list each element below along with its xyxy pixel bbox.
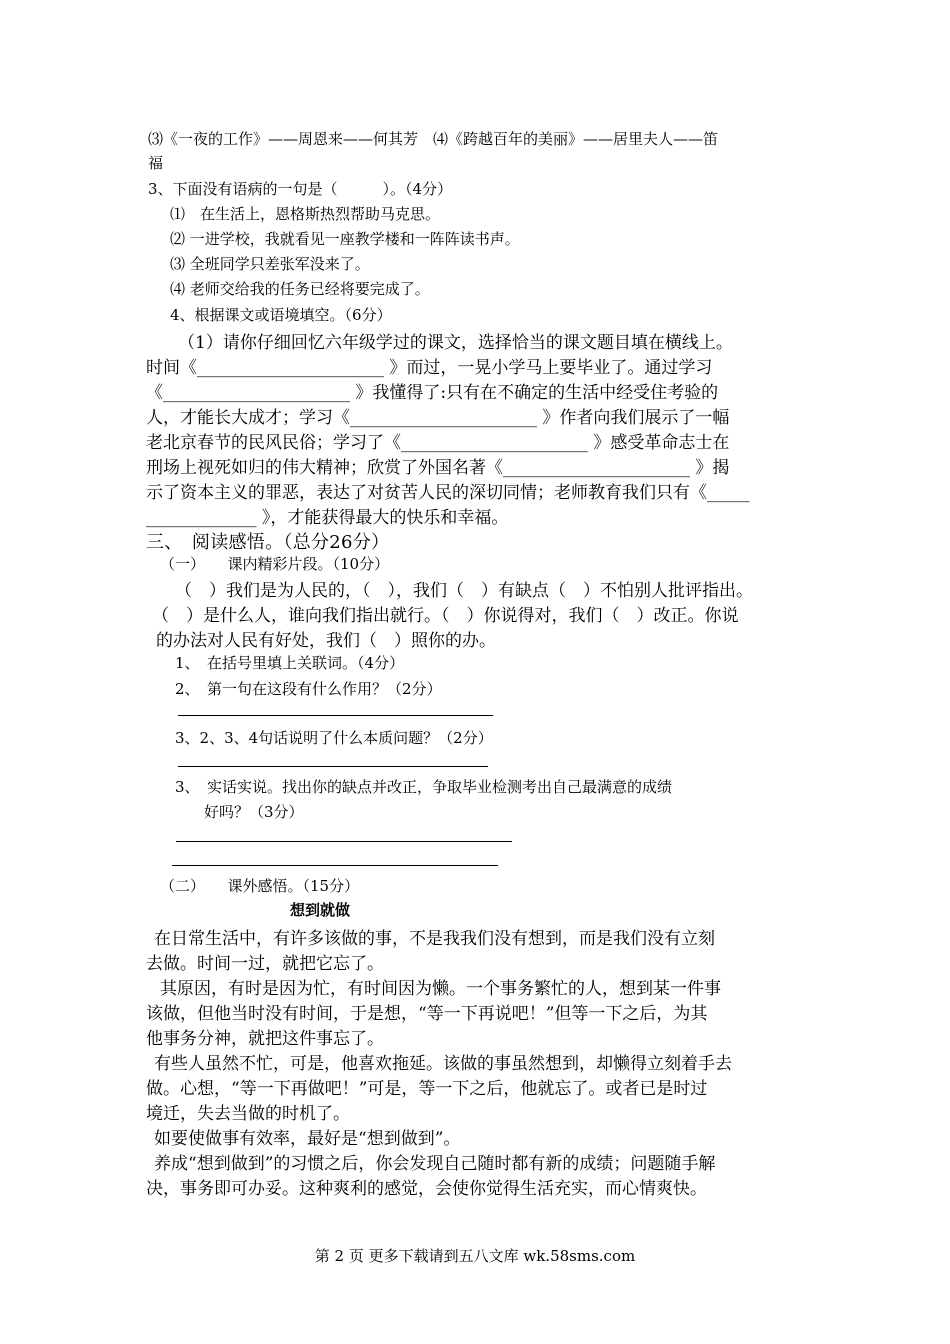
q4-fill-line: 示了资本主义的罪恶，表达了对贫苦人民的深切同情；老师教育我们只有《_____ [146, 483, 750, 503]
part1-q2: 2、 第一句在这段有什么作用？（2分） [175, 680, 442, 698]
q3-option-4: ⑷ 老师交给我的任务已经将要完成了。 [170, 280, 430, 298]
page-footer: 第 2 页 更多下载请到五八文库 wk.58sms.com [314, 1247, 636, 1265]
q4-fill-line: _____________ 》，才能获得最大的快乐和幸福。 [146, 508, 509, 528]
article-title: 想到就做 [290, 901, 351, 919]
part1-q1: 1、 在括号里填上关联词。（4分） [175, 654, 405, 672]
article-line: 有些人虽然不忙，可是，他喜欢拖延。该做的事虽然想到，却懒得立刻着手去 [154, 1054, 732, 1074]
article-line: 去做。时间一过，就把它忘了。 [146, 954, 384, 974]
q3-option-1: ⑴ 在生活上，恩格斯热烈帮助马克思。 [170, 205, 441, 223]
article-line: 在日常生活中，有许多该做的事，不是我我们没有想到，而是我们没有立刻 [154, 929, 715, 949]
q3-option-3: ⑶ 全班同学只差张军没来了。 [170, 255, 370, 273]
article-line: 其原因，有时是因为忙，有时间因为懒。一个事务繁忙的人，想到某一件事 [160, 979, 721, 999]
part1-q4: 3、 实话实说。找出你的缺点并改正，争取毕业检测考出自己最满意的成绩 [175, 778, 673, 796]
part1-q4-wrap: 好吗？（3分） [204, 803, 304, 821]
article-line: 如要使做事有效率，最好是“想到做到”。 [154, 1129, 461, 1149]
article-line: 他事务分神，就把这件事忘了。 [146, 1029, 384, 1049]
q2-option-line-wrap: 福 [148, 154, 164, 172]
q4-question: 4、根据课文或语境填空。（6分） [170, 306, 392, 324]
q4-fill-line: 老北京春节的民风民俗；学习了《______________________ 》感受革命志士在 [146, 433, 730, 453]
passage-line: （ ）是什么人，谁向我们指出就行。（ ）你说得对，我们（ ）改正。你说 [152, 606, 739, 626]
q4-fill-line: 刑场上视死如归的伟大精神；欣赏了外国名著《______________________ 》揭 [146, 458, 730, 478]
q2-option-line: ⑶《一夜的工作》——周恩来——何其芳 ⑷《跨越百年的美丽》——居里夫人——笛 [148, 130, 719, 148]
q3-question: 3、下面没有语病的一句是（ ）。（4分） [148, 180, 453, 198]
q4-fill-line: 《______________________ 》我懂得了:只有在不确定的生活中经受住考验的 [146, 383, 719, 403]
article-line: 决，事务即可办妥。这种爽利的感觉，会使你觉得生活充实，而心情爽快。 [146, 1179, 707, 1199]
section-heading: 三、 阅读感悟。（总分26分） [146, 532, 390, 553]
answer-line [176, 841, 512, 842]
article-line: 养成“想到做到”的习惯之后，你会发现自己随时都有新的成绩；问题随手解 [154, 1154, 716, 1174]
part2-heading: （二） 课外感悟。（15分） [160, 877, 360, 895]
passage-line: 的办法对人民有好处，我们（ ）照你的办。 [156, 631, 496, 651]
part1-heading: （一） 课内精彩片段。（10分） [160, 555, 390, 573]
q4-fill-line: 时间《______________________ 》而过，一晃小学马上要毕业了。通过学习 [146, 358, 713, 378]
passage-line: （ ）我们是为人民的，（ ），我们（ ）有缺点（ ）不怕别人批评指出。 [175, 581, 753, 601]
part1-q3: 3、2、3、4句话说明了什么本质问题？（2分） [175, 729, 493, 747]
answer-line [172, 865, 498, 866]
q4-fill-line: 人，才能长大成才；学习《______________________ 》作者向我们展示了一幅 [146, 408, 730, 428]
answer-line [178, 766, 488, 767]
q3-option-2: ⑵ 一进学校，我就看见一座教学楼和一阵阵读书声。 [170, 230, 520, 248]
article-line: 该做，但他当时没有时间，于是想，“等一下再说吧！”但等一下之后，为其 [146, 1004, 708, 1024]
article-line: 境迁，失去当做的时机了。 [146, 1104, 350, 1124]
q4-sub1: （1）请你仔细回忆六年级学过的课文，选择恰当的课文题目填在横线上。 [178, 333, 733, 353]
article-line: 做。心想，“等一下再做吧！”可是，等一下之后，他就忘了。或者已是时过 [146, 1079, 708, 1099]
answer-line [178, 715, 493, 716]
